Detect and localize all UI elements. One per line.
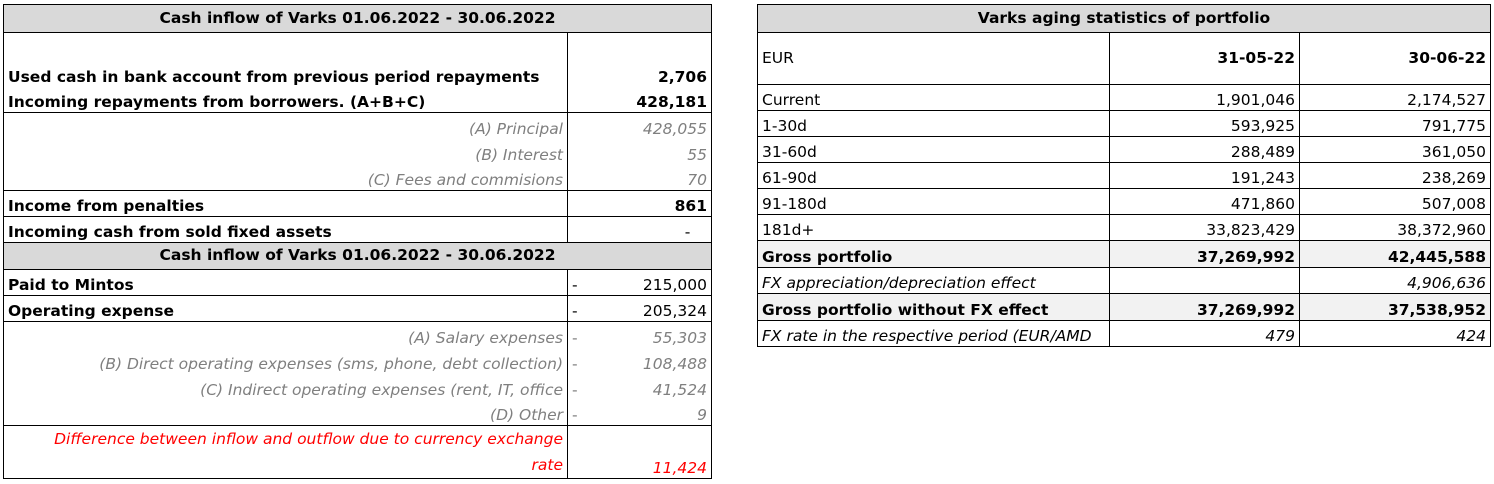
row-value: 41,524 [652,380,707,399]
table-row [4,348,712,374]
row-label: 91-180d [758,189,1110,215]
minus-sign: - [572,276,578,295]
difference-label-line1: Difference between inflow and outflow due to currency exchange [54,430,563,448]
aging-statistics-table [757,4,1491,347]
table-row [4,322,712,348]
table-row [758,111,1491,137]
row-label: (B) Interest [4,139,568,165]
row-label: Gross portfolio [758,241,1110,268]
inflow-header-row [4,5,712,33]
row-label: 181d+ [758,215,1110,241]
cash-flow-table [3,4,712,479]
row-value: 238,269 [1300,163,1491,189]
inflow-title: Cash inflow of Varks 01.06.2022 - 30.06.2022 [4,5,712,33]
difference-label-line2: rate [531,456,563,474]
row-value: 37,269,992 [1110,294,1300,321]
table-row [4,400,712,426]
row-label: Paid to Mintos [4,270,568,296]
column-header-30-06-22: 30-06-22 [1300,33,1491,85]
row-label: Used cash in bank account from previous period repayments [4,33,568,87]
gross-portfolio-row [758,241,1491,268]
row-label: (A) Salary expenses [4,322,568,348]
row-value: 4,906,636 [1300,268,1491,294]
row-label: (A) Principal [4,113,568,139]
row-value: 108,488 [642,354,707,373]
fx-rate-row [758,321,1491,347]
gross-portfolio-no-fx-row [758,294,1491,321]
minus-sign: - [572,354,578,373]
outflow-title: Cash inflow of Varks 01.06.2022 - 30.06.2022 [4,243,712,270]
minus-sign: - [572,328,578,347]
row-value: 42,445,588 [1300,241,1491,268]
row-value: 9 [697,406,707,425]
row-label: Gross portfolio without FX effect [758,294,1110,321]
row-label: 1-30d [758,111,1110,137]
row-value: - [684,223,691,242]
table-row [758,189,1491,215]
row-value: 1,901,046 [1110,85,1300,111]
table-row [4,374,712,400]
row-value [1110,268,1300,294]
row-value: 38,372,960 [1300,215,1491,241]
row-value: 471,860 [1110,189,1300,215]
row-label: FX appreciation/depreciation effect [758,268,1110,294]
currency-label: EUR [758,33,1110,85]
table-row [4,191,712,217]
row-label: Operating expense [4,296,568,322]
difference-value: 11,424 [652,459,707,478]
row-label: (C) Fees and commisions [4,165,568,191]
row-label: Incoming cash from sold fixed assets [4,217,568,243]
difference-row [4,426,712,479]
row-value: 205,324 [642,302,707,321]
fx-effect-row [758,268,1491,294]
row-label: (C) Indirect operating expenses (rent, IT, office [4,374,568,400]
row-value: 2,706 [657,67,707,86]
row-value: 70 [687,171,707,190]
minus-sign: - [572,302,578,321]
row-label: (B) Direct operating expenses (sms, phone, debt collection) [4,348,568,374]
table-row [4,296,712,322]
table-row [4,139,712,165]
row-value: 428,181 [636,93,707,112]
row-value: 2,174,527 [1300,85,1491,111]
row-value: 791,775 [1300,111,1491,137]
outflow-header-row [4,243,712,270]
minus-sign: - [572,380,578,399]
aging-header-row [758,5,1491,33]
row-value: 424 [1300,321,1491,347]
row-value: 507,008 [1300,189,1491,215]
table-row [4,33,712,87]
row-value: 33,823,429 [1110,215,1300,241]
row-label: Income from penalties [4,191,568,217]
row-label: 31-60d [758,137,1110,163]
aging-title: Varks aging statistics of portfolio [758,5,1491,33]
table-row [758,85,1491,111]
column-header-31-05-22: 31-05-22 [1110,33,1300,85]
row-label: 61-90d [758,163,1110,189]
row-value: 479 [1110,321,1300,347]
table-row [758,137,1491,163]
table-row [4,113,712,139]
row-value: 37,538,952 [1300,294,1491,321]
row-value: 215,000 [642,276,707,295]
row-value: 593,925 [1110,111,1300,137]
row-value: 288,489 [1110,137,1300,163]
table-row [758,215,1491,241]
table-row [4,165,712,191]
table-row [4,87,712,113]
row-value: 191,243 [1110,163,1300,189]
row-label: Current [758,85,1110,111]
row-value: 428,055 [642,119,707,138]
row-value: 37,269,992 [1110,241,1300,268]
table-row [758,163,1491,189]
row-value: 861 [674,197,707,216]
table-row [4,270,712,296]
row-label: Incoming repayments from borrowers. (A+B+C) [4,87,568,113]
aging-column-header-row [758,33,1491,85]
minus-sign: - [572,406,578,425]
row-label: FX rate in the respective period (EUR/AMD [758,321,1110,347]
row-value: 55,303 [652,328,707,347]
row-value: 55 [687,145,707,164]
row-label: (D) Other [4,400,568,426]
row-value: 361,050 [1300,137,1491,163]
table-row [4,217,712,243]
